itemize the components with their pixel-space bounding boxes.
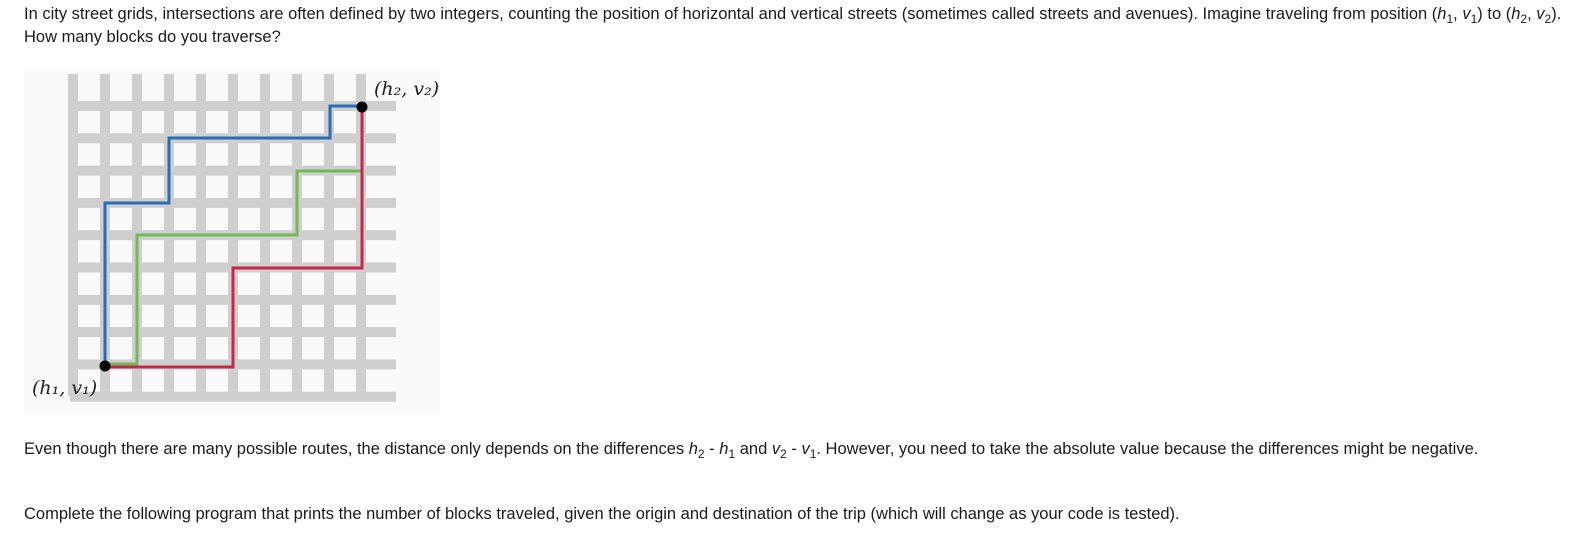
origin-point [100,361,111,372]
destination-point [357,102,368,113]
intro-paragraph: In city street grids, intersections are often defined by two integers, counting the position of horizontal and vertical streets (sometimes called streets and avenues). Imagine traveling from position ($h_1$, $v_1$) to ($h_2$, $v_2$). How many blocks do you traverse? [24,5,1562,46]
destination-label: (h₂, v₂) [374,78,440,100]
street-grid-figure [24,70,440,412]
origin-label: (h₁, v₁) [32,377,98,399]
differences-paragraph: Even though there are many possible routes, the distance only depends on the differences $h_2 - h_1$ and $v_2 - v_1$. However, you need to take the absolute value because the differences might be negative. [24,440,1479,461]
vertical-street [68,74,78,396]
street-grid-diagram [24,70,440,412]
instructions-paragraph: Complete the following program that prints the number of blocks traveled, given the origin and destination of the trip (which will change as your code is tested). [24,505,1180,523]
